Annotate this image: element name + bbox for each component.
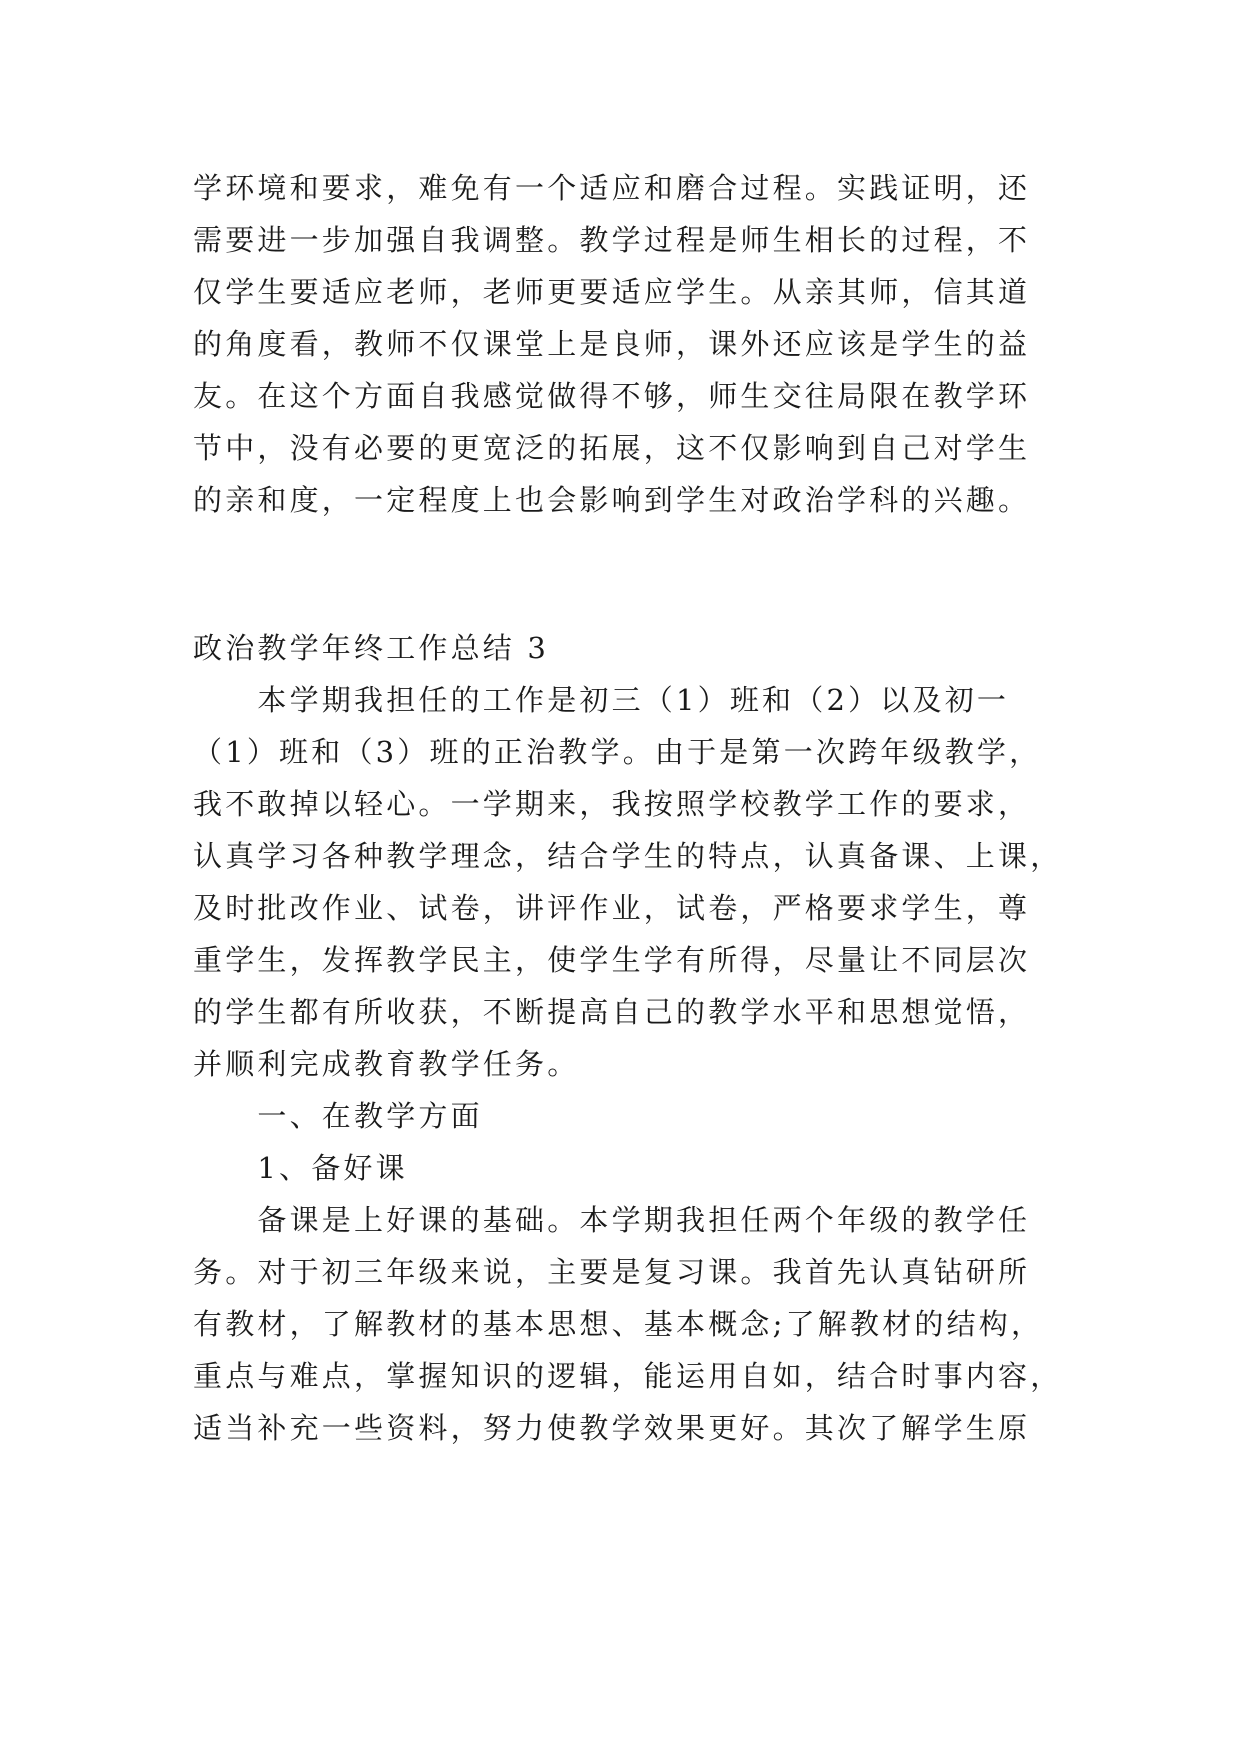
paragraph-line: 重点与难点，掌握知识的逻辑，能运用自如，结合时事内容，: [193, 1359, 1063, 1393]
paragraph-line: 重学生，发挥教学民主，使学生学有所得，尽量让不同层次: [193, 943, 1031, 977]
paragraph-line: 的学生都有所收获，不断提高自己的教学水平和思想觉悟，: [193, 995, 1031, 1029]
paragraph-line: 并顺利完成教育教学任务。: [193, 1047, 580, 1081]
paragraph-line: 学环境和要求，难免有一个适应和磨合过程。实践证明，还: [193, 171, 1031, 205]
paragraph-line: 的亲和度，一定程度上也会影响到学生对政治学科的兴趣。: [193, 483, 1031, 517]
paragraph-line: 适当补充一些资料，努力使教学效果更好。其次了解学生原: [193, 1411, 1031, 1445]
paragraph-line: 的角度看，教师不仅课堂上是良师，课外还应该是学生的益: [193, 327, 1031, 361]
paragraph-line: 需要进一步加强自我调整。教学过程是师生相长的过程，不: [193, 223, 1031, 257]
paragraph-line: （1）班和（3）班的正治教学。由于是第一次跨年级教学，: [193, 735, 1042, 769]
section-title: 政治教学年终工作总结 3: [193, 631, 550, 665]
paragraph-line: 节中，没有必要的更宽泛的拓展，这不仅影响到自己对学生: [193, 431, 1031, 465]
heading-teaching: 一、在教学方面: [193, 1099, 483, 1133]
heading-lesson-prep: 1、备好课: [193, 1151, 408, 1185]
paragraph-line: 务。对于初三年级来说，主要是复习课。我首先认真钻研所: [193, 1255, 1031, 1289]
paragraph-line: 认真学习各种教学理念，结合学生的特点，认真备课、上课，: [193, 839, 1063, 873]
paragraph-line: 备课是上好课的基础。本学期我担任两个年级的教学任: [193, 1203, 1031, 1237]
paragraph-line: 我不敢掉以轻心。一学期来，我按照学校教学工作的要求，: [193, 787, 1031, 821]
top-paragraph: [193, 162, 1073, 526]
paragraph-line: 友。在这个方面自我感觉做得不够，师生交往局限在教学环: [193, 379, 1031, 413]
paragraph-line: 仅学生要适应老师，老师更要适应学生。从亲其师，信其道: [193, 275, 1031, 309]
paragraph-line: 及时批改作业、试卷，讲评作业，试卷，严格要求学生，尊: [193, 891, 1031, 925]
main-content: [193, 622, 1073, 1454]
paragraph-line: 有教材，了解教材的基本思想、基本概念;了解教材的结构，: [193, 1307, 1044, 1341]
paragraph-line: 本学期我担任的工作是初三（1）班和（2）以及初一: [193, 683, 1010, 717]
lesson-prep-paragraph: [193, 1194, 1073, 1454]
intro-paragraph: [193, 674, 1073, 1090]
